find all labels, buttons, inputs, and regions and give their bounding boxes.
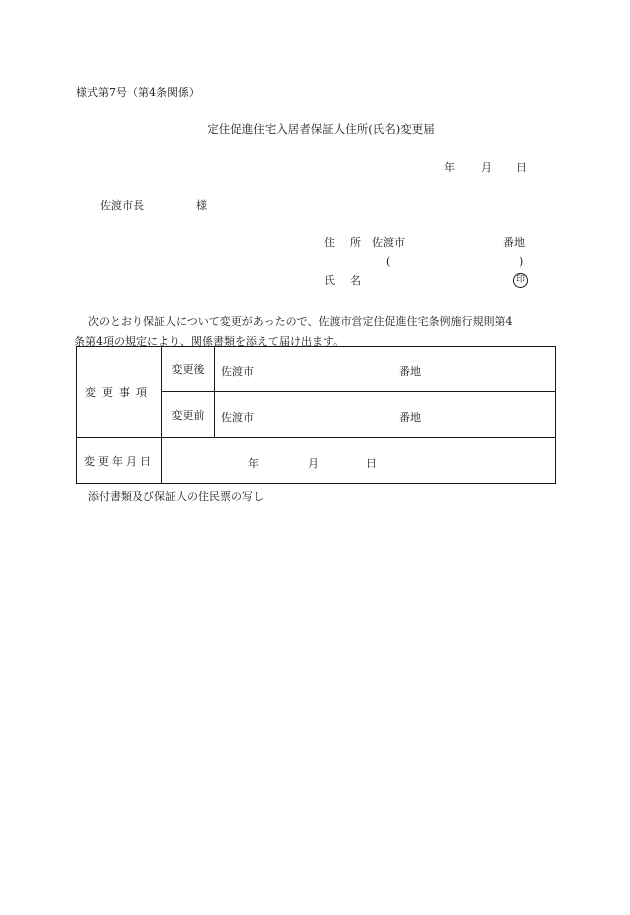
addressee-name: 佐渡市長 bbox=[100, 199, 144, 212]
table-row bbox=[77, 347, 556, 392]
before-banchi: 番地 bbox=[399, 410, 421, 424]
change-date-cell bbox=[162, 438, 556, 484]
before-value-cell bbox=[215, 392, 556, 438]
seal-mark: 印 bbox=[513, 273, 528, 288]
address-banchi: 番地 bbox=[503, 236, 525, 249]
date-year-label: 年 bbox=[444, 161, 455, 174]
form-number: 様式第7号（第4条関係） bbox=[76, 86, 200, 99]
address-city: 佐渡市 bbox=[372, 236, 405, 249]
change-date-label: 変更年月日 bbox=[77, 438, 162, 484]
form-title: 定住促進住宅入居者保証人住所(氏名)変更届 bbox=[207, 122, 435, 136]
change-date-month: 月 bbox=[308, 456, 319, 470]
paren-close: ) bbox=[519, 255, 524, 268]
after-label: 変更後 bbox=[162, 347, 215, 392]
before-city: 佐渡市 bbox=[221, 410, 254, 424]
date-month-label: 月 bbox=[481, 161, 492, 174]
change-table bbox=[76, 346, 556, 484]
body-line-1: 次のとおり保証人について変更があったので、佐渡市営定住促進住宅条例施行規則第4 bbox=[88, 315, 513, 328]
change-date-year: 年 bbox=[248, 456, 259, 470]
name-label: 氏 名 bbox=[324, 274, 363, 287]
after-value-cell bbox=[215, 347, 556, 392]
change-item-label: 変更事項 bbox=[77, 347, 162, 438]
after-city: 佐渡市 bbox=[221, 365, 254, 378]
date-day-label: 日 bbox=[516, 161, 527, 174]
change-date-day: 日 bbox=[366, 456, 377, 470]
before-label: 変更前 bbox=[162, 392, 215, 438]
attachment-note: 添付書類及び保証人の住民票の写し bbox=[88, 490, 264, 503]
body-line-2: 条第4項の規定により、関係書類を添えて届け出ます。 bbox=[74, 335, 345, 348]
table-row bbox=[77, 438, 556, 484]
after-banchi: 番地 bbox=[399, 365, 421, 378]
addressee-honorific: 様 bbox=[196, 199, 207, 212]
paren-open: ( bbox=[386, 255, 391, 268]
address-label: 住 所 bbox=[324, 236, 363, 249]
